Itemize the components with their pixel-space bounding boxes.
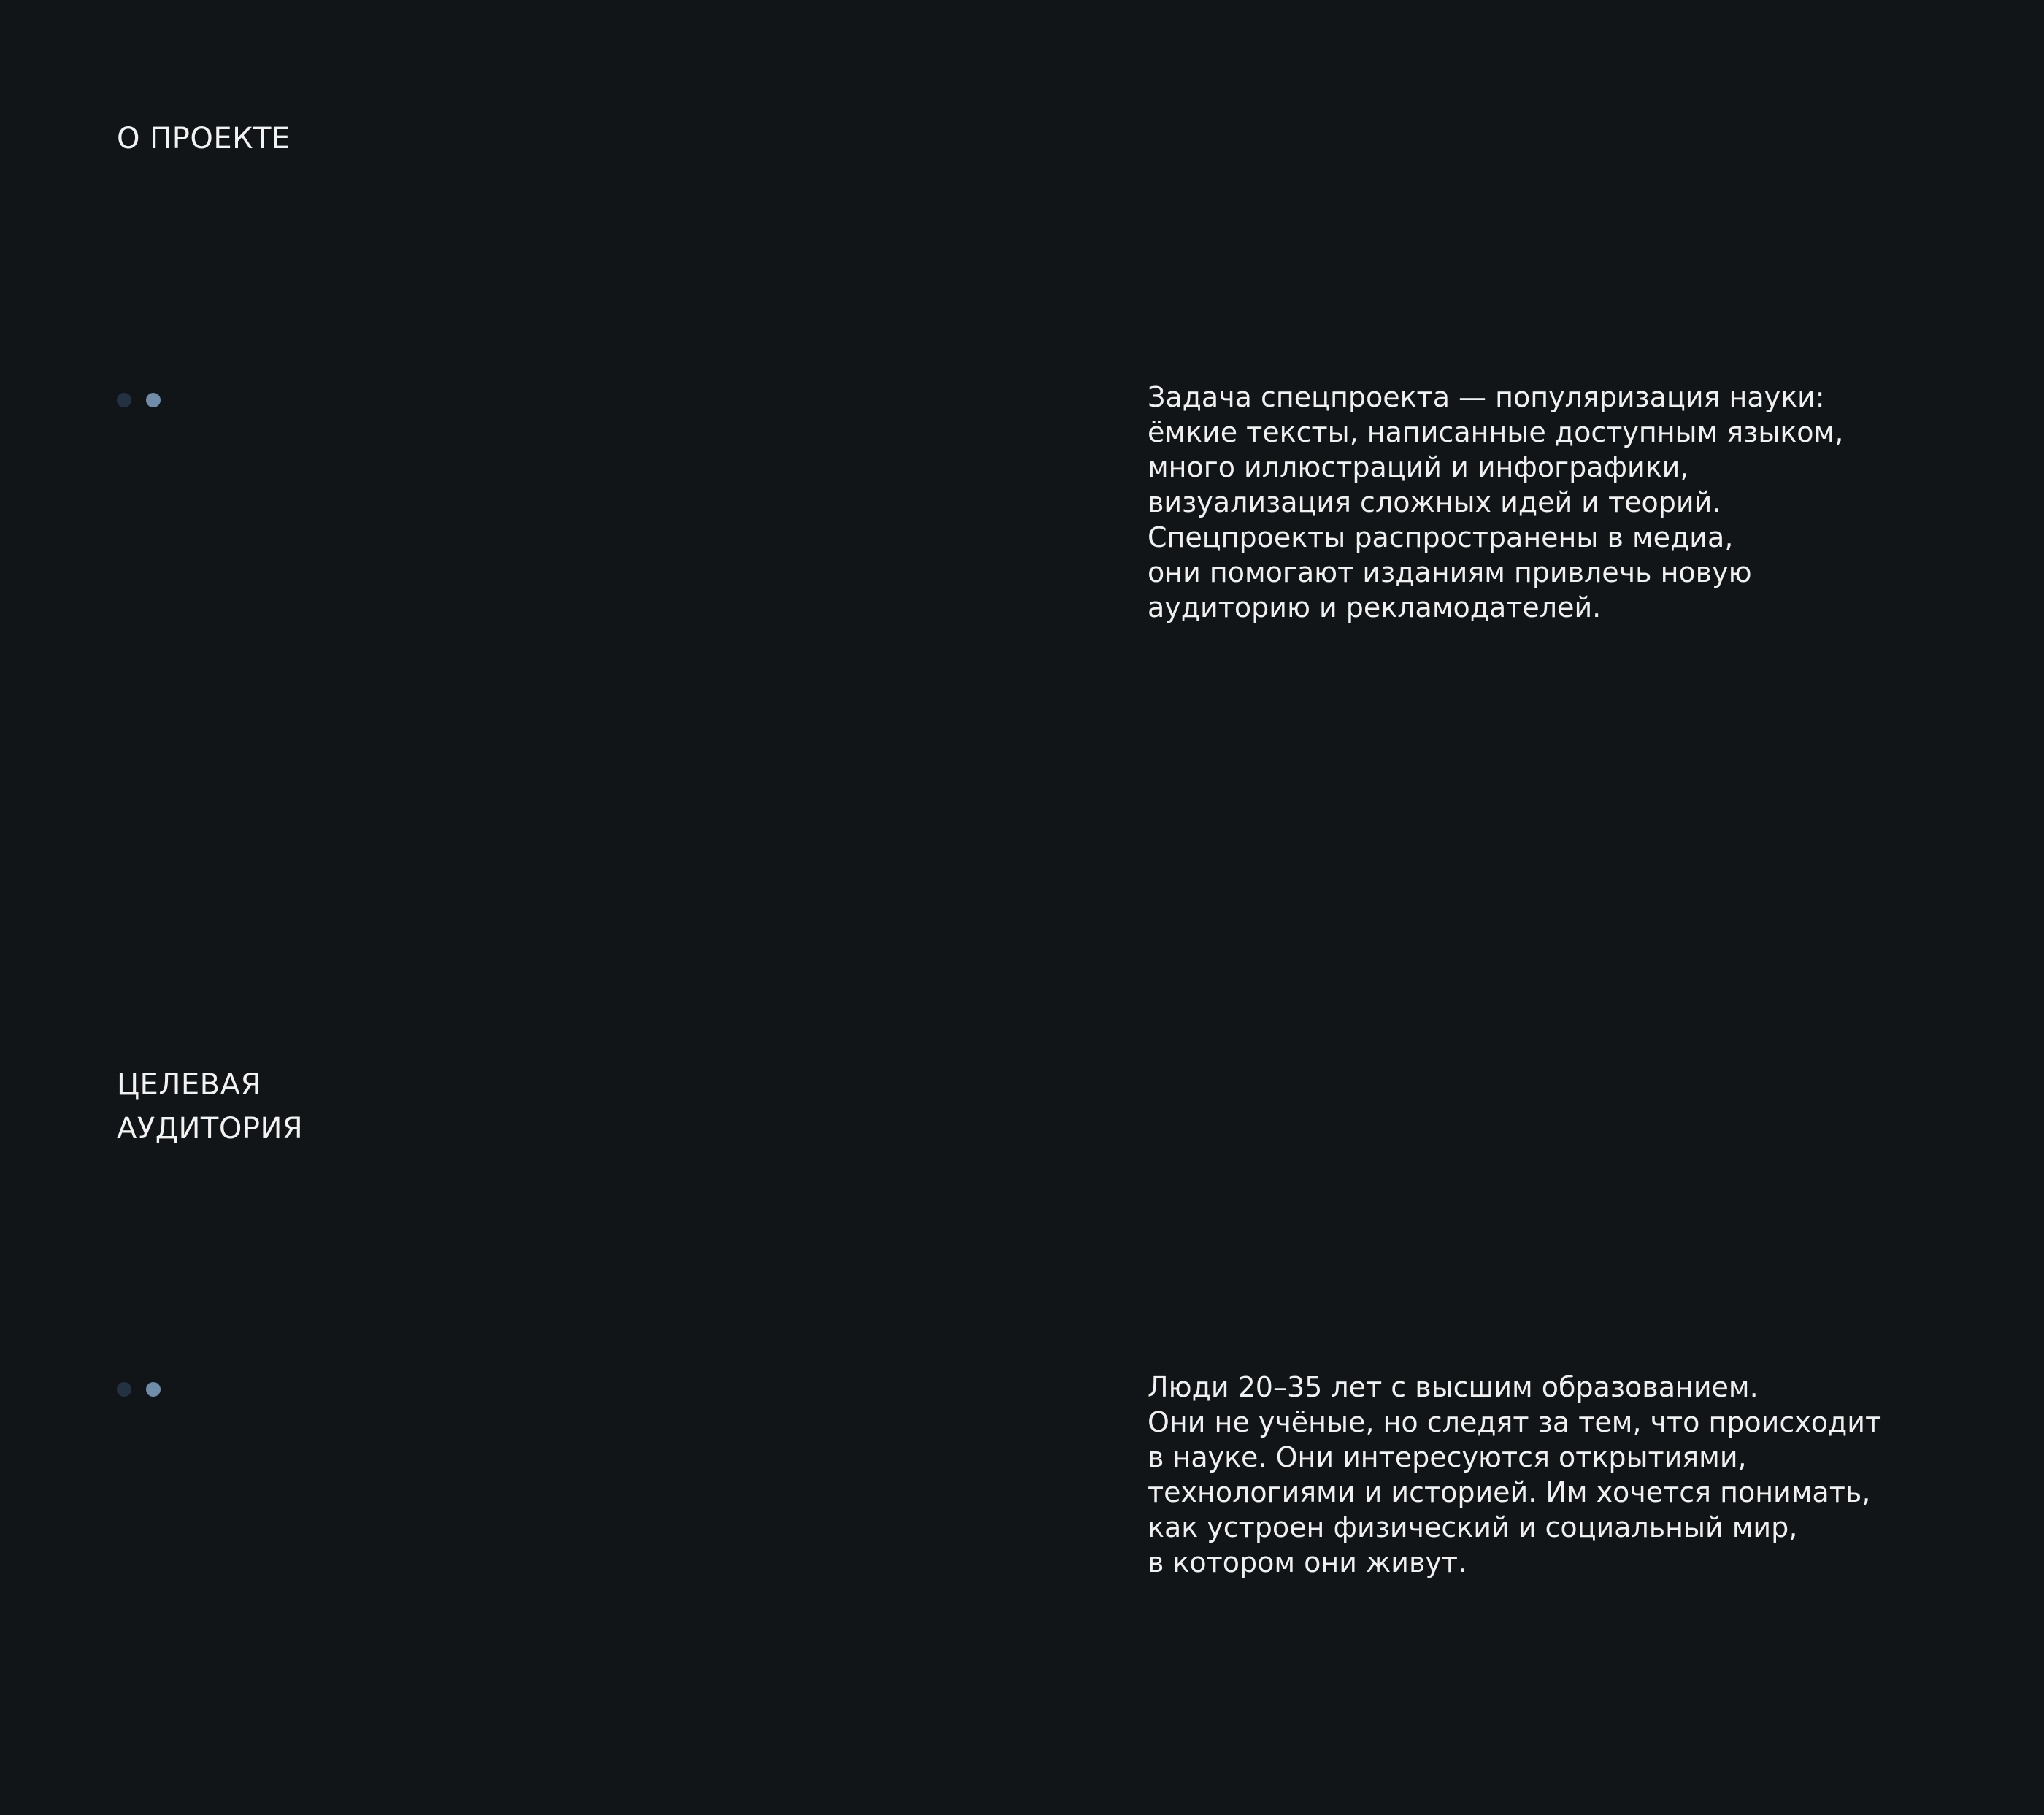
paragraph-line: много иллюстраций и инфографики,	[1148, 451, 1689, 483]
dot-active	[146, 393, 161, 407]
heading-line: О ПРОЕКТЕ	[117, 122, 291, 156]
paragraph-line: они помогают изданиям привлечь новую	[1148, 556, 1752, 588]
section-heading-about	[117, 117, 291, 161]
dot-inactive	[117, 393, 131, 407]
paragraph-line: Задача спецпроекта — популяризация науки:	[1148, 381, 1825, 413]
paragraph-line: Они не учёные, но следят за тем, что происходит	[1148, 1406, 1882, 1438]
paragraph-line: в котором они живут.	[1148, 1546, 1467, 1578]
paragraph-line: Спецпроекты распространены в медиа,	[1148, 521, 1734, 553]
paragraph-line: технологиями и историей. Им хочется понимать,	[1148, 1476, 1871, 1508]
dot-active	[146, 1382, 161, 1397]
heading-line: ЦЕЛЕВАЯ	[117, 1068, 261, 1102]
about-paragraph	[1148, 380, 1994, 625]
section-heading-audience	[117, 1063, 303, 1151]
audience-paragraph	[1148, 1370, 1994, 1580]
paragraph-line: Люди 20–35 лет с высшим образованием.	[1148, 1371, 1759, 1403]
paragraph-line: как устроен физический и социальный мир,	[1148, 1511, 1798, 1543]
paragraph-line: аудиторию и рекламодателей.	[1148, 591, 1602, 623]
paragraph-line: в науке. Они интересуются открытиями,	[1148, 1441, 1747, 1473]
paragraph-line: визуализация сложных идей и теорий.	[1148, 486, 1721, 518]
dot-inactive	[117, 1382, 131, 1397]
paragraph-line: ёмкие тексты, написанные доступным языком,	[1148, 416, 1844, 448]
pagination-dots-about	[117, 393, 161, 407]
heading-line: АУДИТОРИЯ	[117, 1112, 304, 1146]
pagination-dots-audience	[117, 1382, 161, 1397]
